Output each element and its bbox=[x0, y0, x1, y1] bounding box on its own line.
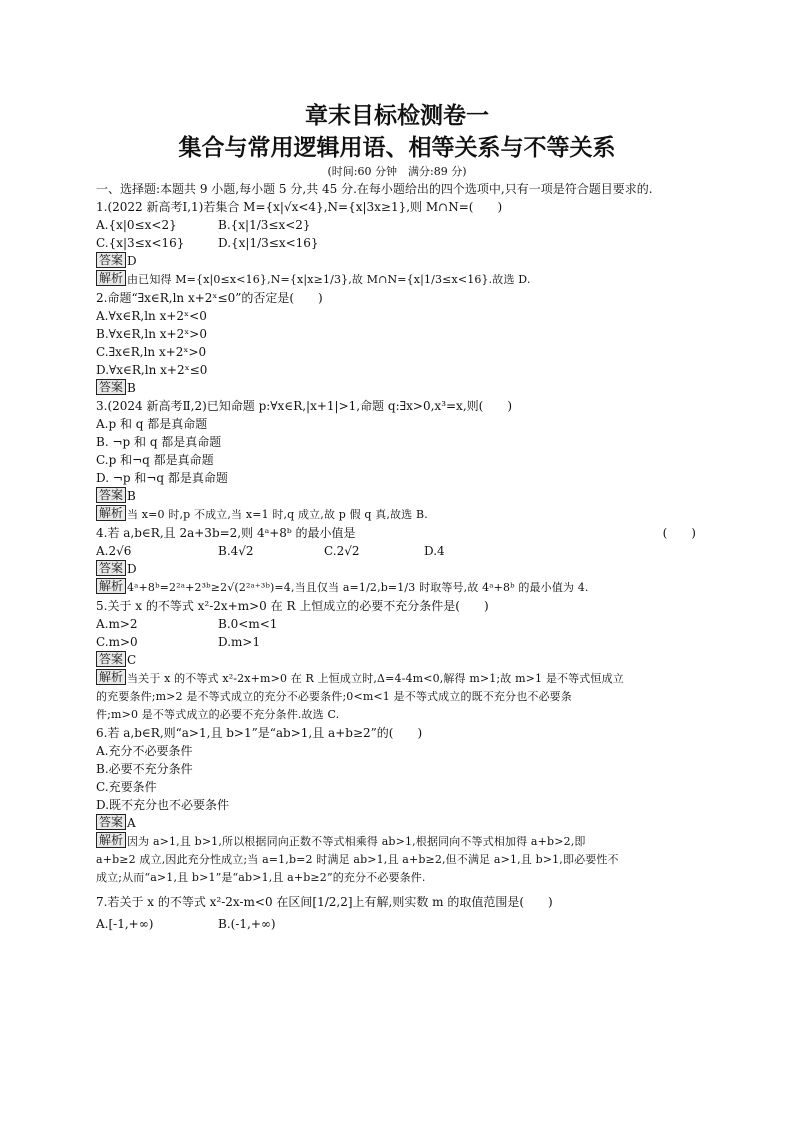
answer-tag: 答案 bbox=[96, 487, 126, 503]
q5-option-d: D.m>1 bbox=[218, 635, 261, 649]
q6-option-d: D.既不充分也不必要条件 bbox=[96, 798, 230, 812]
q3-answer-row bbox=[96, 487, 700, 505]
q1-analysis: 由已知得 M={x|0≤x<16},N={x|x≥1/3},故 M∩N={x|1/3≤x<16}.故选 D. bbox=[127, 273, 531, 286]
q6-analysis-2: a+b≥2 成立,因此充分性成立;当 a=1,b=2 时满足 ab>1,且 a+b≥2,但不满足 a>1,且 b>1,即必要性不 bbox=[96, 853, 619, 866]
q6-stem: 6.若 a,b∈R,则“a>1,且 b>1”是“ab>1,且 a+b≥2”的( ) bbox=[96, 726, 423, 740]
q5-option-c: C.m>0 bbox=[96, 635, 138, 649]
q1-analysis-row bbox=[96, 270, 700, 289]
q6-option-b: B.必要不充分条件 bbox=[96, 762, 193, 776]
q1-option-c: C.{x|3≤x<16} bbox=[96, 236, 185, 250]
q6-option-c: C.充要条件 bbox=[96, 780, 157, 794]
q6-option-a: A.充分不必要条件 bbox=[96, 744, 193, 758]
analysis-tag: 解析 bbox=[96, 669, 126, 685]
q6-analysis-row bbox=[96, 832, 700, 851]
q2-option-b: B.∀x∈R,ln x+2ˣ>0 bbox=[96, 327, 207, 341]
q2-answer-row bbox=[96, 379, 700, 397]
q1-options-cd bbox=[96, 234, 700, 252]
q2-option-d: D.∀x∈R,ln x+2ˣ≤0 bbox=[96, 363, 208, 377]
answer-tag: 答案 bbox=[96, 379, 126, 395]
q1-answer: D bbox=[127, 254, 137, 268]
page-subtitle: 集合与常用逻辑用语、相等关系与不等关系 bbox=[178, 135, 616, 161]
q4-options bbox=[96, 542, 700, 560]
q4-option-d: D.4 bbox=[424, 544, 445, 558]
q4-stem: 4.若 a,b∈R,且 2a+3b=2,则 4ᵃ+8ᵇ 的最小值是 bbox=[96, 526, 356, 540]
q3-option-a: A.p 和 q 都是真命题 bbox=[96, 417, 208, 431]
q6-answer: A bbox=[127, 816, 136, 830]
analysis-tag: 解析 bbox=[96, 832, 126, 848]
q5-analysis-1: 当关于 x 的不等式 x²-2x+m>0 在 R 上恒成立时,Δ=4-4m<0,解得 m>1;故 m>1 是不等式恒成立 bbox=[127, 672, 624, 685]
q6-analysis-1: 因为 a>1,且 b>1,所以根据同向正数不等式相乘得 ab>1,根据同向不等式相加得 a+b>2,即 bbox=[127, 835, 586, 848]
answer-tag: 答案 bbox=[96, 814, 126, 830]
answer-tag: 答案 bbox=[96, 560, 126, 576]
exam-meta: (时间:60 分钟 满分:89 分) bbox=[327, 165, 467, 178]
q5-answer-row bbox=[96, 651, 700, 669]
q3-analysis-row bbox=[96, 505, 700, 524]
q4-option-c: C.2√2 bbox=[324, 544, 360, 558]
q2-stem: 2.命题“∃x∈R,ln x+2ˣ≤0”的否定是( ) bbox=[96, 291, 323, 305]
q5-analysis-2: 的充要条件;m>2 是不等式成立的充分不必要条件;0<m<1 是不等式成立的既不充分也不必要条 bbox=[96, 690, 572, 703]
q4-paren: ( ) bbox=[662, 526, 696, 540]
q5-stem: 5.关于 x 的不等式 x²-2x+m>0 在 R 上恒成立的必要不充分条件是( ) bbox=[96, 599, 489, 613]
q4-stem-row bbox=[96, 524, 700, 542]
q1-option-d: D.{x|1/3≤x<16} bbox=[218, 236, 319, 250]
answer-tag: 答案 bbox=[96, 252, 126, 268]
q2-answer: B bbox=[127, 381, 136, 395]
q3-option-c: C.p 和¬q 都是真命题 bbox=[96, 453, 214, 467]
q6-analysis-3: 成立;从而“a>1,且 b>1”是“ab>1,且 a+b≥2”的充分不必要条件. bbox=[96, 871, 426, 884]
q5-options-cd bbox=[96, 633, 700, 651]
q1-option-a: A.{x|0≤x<2} bbox=[96, 218, 177, 232]
q2-option-a: A.∀x∈R,ln x+2ˣ<0 bbox=[96, 309, 207, 323]
q5-analysis-3: 件;m>0 是不等式成立的必要不充分条件.故选 C. bbox=[96, 708, 340, 721]
q4-analysis: 4ᵃ+8ᵇ=2²ᵃ+2³ᵇ≥2√(2²ᵃ⁺³ᵇ)=4,当且仅当 a=1/2,b=1/3 时取等号,故 4ᵃ+8ᵇ 的最小值为 4. bbox=[127, 581, 589, 594]
analysis-tag: 解析 bbox=[96, 578, 126, 594]
section-intro: 一、选择题:本题共 9 小题,每小题 5 分,共 45 分.在每小题给出的四个选项中,只有一项是符合题目要求的. bbox=[96, 182, 653, 196]
q4-analysis-row bbox=[96, 578, 700, 597]
q2-option-c: C.∃x∈R,ln x+2ˣ>0 bbox=[96, 345, 207, 359]
q4-option-a: A.2√6 bbox=[96, 544, 132, 558]
q4-answer: D bbox=[127, 562, 137, 576]
q1-stem: 1.(2022 新高考Ⅰ,1)若集合 M={x|√x<4},N={x|3x≥1},则 M∩N=( ) bbox=[96, 200, 503, 214]
q5-analysis-row bbox=[96, 669, 700, 688]
q5-answer: C bbox=[127, 653, 137, 667]
q4-option-b: B.4√2 bbox=[218, 544, 254, 558]
q3-analysis: 当 x=0 时,p 不成立,当 x=1 时,q 成立,故 p 假 q 真,故选 B. bbox=[127, 508, 428, 521]
analysis-tag: 解析 bbox=[96, 505, 126, 521]
q5-option-a: A.m>2 bbox=[96, 617, 138, 631]
q7-stem: 7.若关于 x 的不等式 x²-2x-m<0 在区间[1/2,2]上有解,则实数 m 的取值范围是( ) bbox=[96, 895, 553, 909]
q3-option-d: D. ¬p 和¬q 都是真命题 bbox=[96, 471, 228, 485]
page-title: 章末目标检测卷一 bbox=[305, 103, 489, 129]
q1-answer-row bbox=[96, 252, 700, 270]
q3-stem: 3.(2024 新高考Ⅱ,2)已知命题 p:∀x∈R,|x+1|>1,命题 q:∃x>0,x³=x,则( ) bbox=[96, 399, 512, 413]
q4-answer-row bbox=[96, 560, 700, 578]
q3-answer: B bbox=[127, 489, 136, 503]
q7-option-b: B.(-1,+∞) bbox=[218, 917, 276, 931]
q5-options-ab bbox=[96, 615, 700, 633]
exam-content bbox=[96, 181, 700, 933]
q7-options bbox=[96, 915, 700, 933]
q3-option-b: B. ¬p 和 q 都是真命题 bbox=[96, 435, 222, 449]
analysis-tag: 解析 bbox=[96, 270, 126, 286]
q1-option-b: B.{x|1/3≤x<2} bbox=[218, 218, 311, 232]
answer-tag: 答案 bbox=[96, 651, 126, 667]
q6-answer-row bbox=[96, 814, 700, 832]
q5-option-b: B.0<m<1 bbox=[218, 617, 278, 631]
q7-option-a: A.[-1,+∞) bbox=[96, 917, 154, 931]
q1-options-ab bbox=[96, 216, 700, 234]
